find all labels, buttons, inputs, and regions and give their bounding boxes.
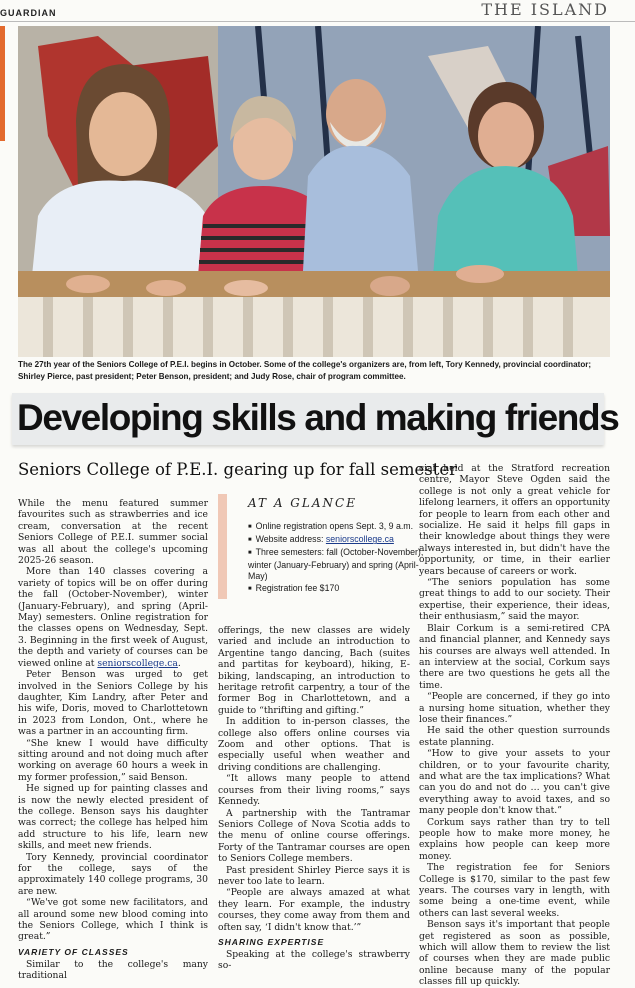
paragraph: A partnership with the Tantramar Seniors College of Nova Scotia adds to the menu of online course offerings. Forty of the Tantramar courses are open to Seniors College members. bbox=[218, 807, 410, 865]
glance-accent-bar bbox=[218, 494, 227, 599]
paragraph: Benson says it's important that people get registered as soon as possible, which will allow them to review the list of courses when they are made public online because many of the popular classes fill up quickly. bbox=[419, 919, 610, 988]
paragraph: In addition to in-person classes, the college also offers online courses via Zoom and other options. That is especially useful when weather and driving conditions are challenging. bbox=[218, 716, 410, 773]
article-photo bbox=[18, 26, 610, 357]
paragraph: The registration fee for Seniors College is $170, similar to the past few years. The courses vary in length, with some being a one-time event, while others can last several weeks. bbox=[419, 862, 610, 919]
paragraph: “We've got some new facilitators, and all around some new blood coming into the Seniors College, which I think is great.” bbox=[18, 897, 208, 943]
glance-item: ■ Online registration opens Sept. 3, 9 a.m. bbox=[248, 521, 428, 533]
glance-list bbox=[248, 521, 428, 596]
paragraph: Tory Kennedy, provincial coordinator for the college, says of the approximately 140 college programs, 30 are new. bbox=[18, 851, 208, 897]
paragraph: “How to give your assets to your children, or to your favourite charity, and what are the tax implications? What can you do and not do … you can't give everything away to avoid taxes, and so many people don't know that.” bbox=[419, 748, 610, 817]
glance-title: AT A GLANCE bbox=[248, 496, 357, 510]
article-column-1 bbox=[18, 498, 208, 982]
masthead-section-title: THE ISLAND bbox=[481, 0, 609, 19]
glance-item: ■ Three semesters: fall (October-November), winter (January-February) and spring (April-May) bbox=[248, 547, 428, 582]
paragraph: Blair Corkum is a semi-retired CPA and financial planner, and Kennedy says his courses are always well attended. In an interview at the social, Corkum says there are two questions he gets all the time. bbox=[419, 622, 610, 691]
section-heading: SHARING EXPERTISE bbox=[218, 936, 325, 947]
paragraph: While the menu featured summer favourites such as strawberries and ice cream, conversation at the recent Seniors College of P.E.I. summer social was all about the college's upcoming 2025-26 season. bbox=[18, 498, 208, 567]
paragraph: Past president Shirley Pierce says it is never too late to learn. bbox=[218, 864, 410, 887]
paragraph: “It allows many people to attend courses from their living rooms,” says Kennedy. bbox=[218, 773, 410, 808]
masthead-divider bbox=[0, 21, 635, 22]
glance-item: ■ Website address: seniorscollege.ca bbox=[248, 534, 428, 546]
headline: Developing skills and making friends bbox=[17, 397, 619, 438]
page-edge-accent bbox=[0, 26, 5, 141]
paragraph: He said the other question surrounds estate planning. bbox=[419, 725, 610, 748]
paragraph: Similar to the college's many traditional bbox=[18, 958, 208, 982]
paragraph: He signed up for painting classes and is now the newly elected president of the college. Benson says his daughter was correct; the college has helped him add structure to his life, learn new skills, and meet new friends. bbox=[18, 783, 208, 852]
paragraph: Peter Benson was urged to get involved in the Seniors College by his daughter, Kim Landry, after Peter and his wife, Doris, moved to Charlottetown in 2023 from London, Ont., where he was a partner in an accounting firm. bbox=[18, 669, 208, 738]
photo-caption: The 27th year of the Seniors College of P.E.I. begins in October. Some of the college's organizers are, from left, Tory Kennedy, provincial coordinator; Shirley Pierce, past president; Peter Benson, president; and Judy Rose, chair of program committee. bbox=[18, 360, 592, 381]
paragraph: Speaking at the college's strawberry so- bbox=[218, 948, 410, 972]
at-a-glance-box bbox=[218, 494, 424, 616]
glance-website-link[interactable]: seniorscollege.ca bbox=[325, 534, 394, 545]
website-link[interactable]: seniorscollege.ca bbox=[97, 657, 178, 669]
headline-banner bbox=[12, 393, 619, 445]
section-heading: VARIETY OF CLASSES bbox=[18, 946, 129, 957]
masthead-section-label: GUARDIAN bbox=[0, 8, 57, 18]
glance-item: ■ Registration fee $170 bbox=[248, 583, 428, 595]
paragraph: “People are always amazed at what they learn. For example, the industry courses, they come away from them and often say, ‘I didn't know that.’” bbox=[218, 887, 410, 933]
subheadline: Seniors College of P.E.I. gearing up for fall semester bbox=[18, 460, 458, 479]
paragraph: “The seniors population has some great things to add to our society. Their expertise, their experience, their ideas, their enthusiasm,” said the mayor. bbox=[419, 577, 610, 623]
article-column-2 bbox=[218, 625, 410, 972]
paragraph: More than 140 classes covering a variety of topics will be on offer during the fall (October-November), winter (January-February), and spring (April-May) semesters. Online registration for the classes opens on Wednesday, Sept. 3. Beginning in the first week of August, the depth and variety of courses can be viewed online at seniorscollege.ca. bbox=[18, 566, 208, 669]
paragraph: Corkum says rather than try to tell people how to make more money, he explains how people can keep more money. bbox=[419, 816, 610, 862]
paragraph: cial held at the Stratford recreation centre, Mayor Steve Ogden said the college is not only a great vehicle for lifelong learners, it offers an opportunity for people to learn from each other and socialize. He said it helps fill gaps in their knowledge about things they were always interested in, but didn't have the opportunity, or time, in their earlier years because of careers or work. bbox=[419, 463, 610, 577]
paragraph: “People are concerned, if they go into a nursing home situation, whether they lose their finances.” bbox=[419, 691, 610, 725]
paragraph: “She knew I would have difficulty sitting around and not doing much after working on average 60 hours a week in my former profession,” said Benson. bbox=[18, 737, 208, 783]
article-column-3 bbox=[419, 463, 610, 988]
paragraph: offerings, the new classes are widely varied and include an introduction to Argentine tango dancing, Bach (suites and partitas for keyboard), hiking, E-biking, landscaping, an introduction to heritage retrofit carpentry, a tour of the former Bog in Charlottetown, and a guide to “thrifting and gifting.” bbox=[218, 625, 410, 716]
